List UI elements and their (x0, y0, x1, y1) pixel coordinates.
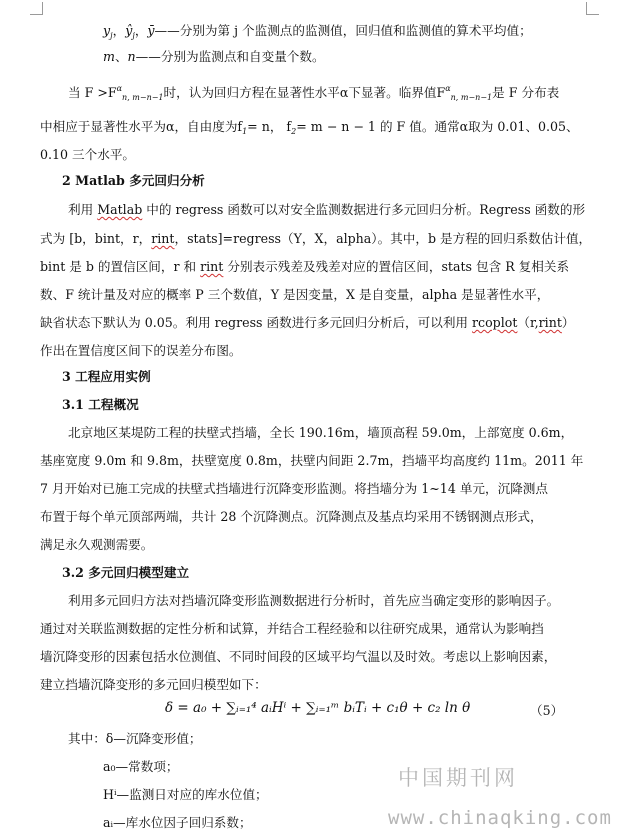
def-hi: Hⁱ—监测日对应的库水位值； (103, 787, 268, 802)
f-test-line-3: 0.10 三个水平。 (40, 147, 136, 162)
sec2-line-6: 作出在置信度区间下的误差分布图。 (40, 343, 242, 358)
section-3-1-heading: 3.1 工程概况 (62, 397, 139, 412)
where-line: 其中：δ—沉降变形值； (68, 731, 202, 746)
sec31-line-4: 布置于每个单元顶部两端，共计 28 个沉降测点。沉降测点及基点均采用不锈钢测点形式， (40, 509, 543, 524)
watermark-logo-text: 中国期刊网 (398, 766, 518, 790)
sec31-line-1: 北京地区某堤防工程的扶壁式挡墙，全长 190.16m，墙顶高程 59.0m，上部宽度 0.6m， (68, 425, 574, 440)
sec31-line-2: 基座宽度 9.0m 和 9.8m，扶壁宽度 0.8m，扶壁内间距 2.7m，挡墙平均高度约 11m。2011 年 (40, 453, 584, 468)
page-corner-mark (586, 2, 599, 15)
section-2-heading: 2 Matlab 多元回归分析 (62, 173, 205, 188)
page-corner-mark (30, 2, 43, 15)
sec2-line-1: 利用 Matlab 中的 regress 函数可以对安全监测数据进行多元回归分析。Regress 函数的形 (68, 202, 586, 217)
sec2-line-4: 数、F 统计量及对应的概率 P 三个数值，Y 是因变量，X 是自变量，alpha 是显著性水平， (40, 287, 550, 302)
f-test-line-1: 当 $F >F^\alpha_{n, m-n-1}$时，认为回归方程在显著性水平α下显著。临界值$F^\alpha_{n, m-n-1}$是 F 分布表 (68, 84, 560, 102)
watermark-url: www.chinaqking.com (388, 807, 612, 829)
sec31-line-5: 满足永久观测需要。 (40, 537, 154, 552)
sec32-line-1: 利用多元回归方法对挡墙沉降变形监测数据进行分析时，首先应当确定变形的影响因子。 (68, 593, 560, 608)
def-mn-line: m、n——分别为监测点和自变量个数。 (103, 49, 325, 64)
section-3-2-heading: 3.2 多元回归模型建立 (62, 565, 190, 580)
sec2-line-5: 缺省状态下默认为 0.05。利用 regress 函数进行多元回归分析后，可以利用 rcoplot（r,rint） (40, 315, 575, 330)
sec32-line-3: 墙沉降变形的因素包括水位测值、不同时间段的区域平均气温以及时效。考虑以上影响因素， (40, 649, 557, 664)
sec32-line-2: 通过对关联监测数据的定性分析和试算，并结合工程经验和以往研究成果，通常认为影响挡 (40, 621, 544, 636)
sec31-line-3: 7 月开始对已施工完成的扶壁式挡墙进行沉降变形监测。将挡墙分为 1~14 单元，沉降测点 (40, 481, 548, 496)
sec32-line-4: 建立挡墙沉降变形的多元回归模型如下： (40, 677, 267, 692)
sec2-line-3: bint 是 b 的置信区间，r 和 rint 分别表示残差及残差对应的置信区间，stats 包含 R 复相关系 (40, 259, 570, 274)
def-ai: aᵢ—库水位因子回归系数； (103, 815, 252, 830)
sec2-line-2: 式为 [b，bint，r，rint，stats]=regress（Y，X，alpha）。其中，b 是方程的回归系数估计值， (40, 231, 592, 246)
equation-number: （5） (530, 703, 564, 718)
def-y-line: $y_j$，$ŷ_j$，ȳ——分别为第 j 个监测点的监测值，回归值和监测值的算术平均值； (103, 23, 532, 40)
section-3-heading: 3 工程应用实例 (62, 369, 151, 384)
regression-formula: δ = a₀ + ∑ᵢ₌₁⁴ aᵢHⁱ + ∑ᵢ₌₁ᵐ bᵢTᵢ + c₁θ + c₂ ln θ (165, 700, 471, 716)
f-test-line-2: 中相应于显著性水平为α，自由度为$f_1= n$， $f_2= m - n - 1$ 的 F 值。通常α取为 0.01、0.05、 (40, 119, 579, 136)
def-a0: a₀—常数项； (103, 759, 179, 774)
